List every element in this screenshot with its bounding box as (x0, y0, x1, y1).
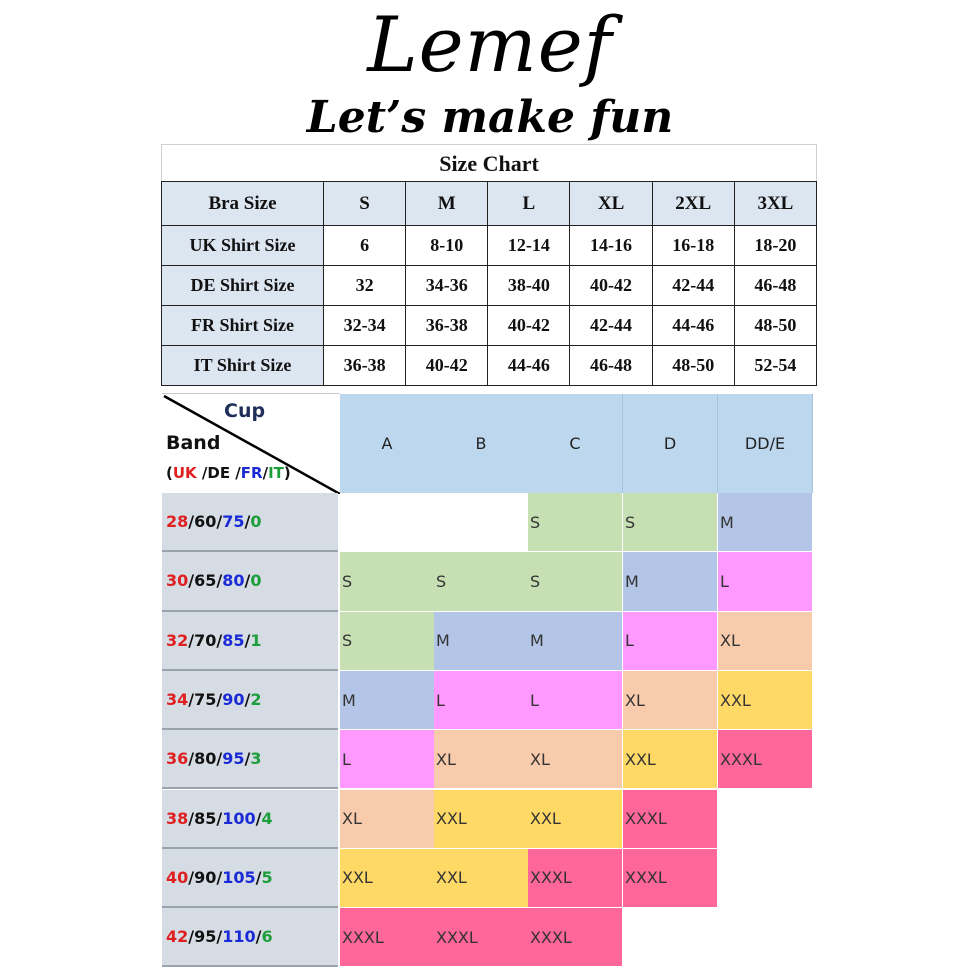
size-value-cell: 44-46 (488, 346, 570, 386)
cup-header: D (623, 394, 718, 493)
size-cell: XL (623, 671, 718, 730)
header-cell-size: XL (570, 182, 652, 226)
row-label-cell: DE Shirt Size (162, 266, 324, 306)
size-cell: S (340, 612, 435, 671)
sys-it: IT (268, 464, 284, 482)
band-it: 0 (250, 512, 262, 532)
band-fr: 110 (222, 927, 256, 947)
size-cell: M (528, 612, 623, 671)
band-de: 95 (194, 927, 217, 947)
band-de: 60 (194, 512, 217, 532)
band-fr: 75 (222, 512, 245, 532)
size-cell: M (340, 671, 435, 730)
size-value-cell: 40-42 (406, 346, 488, 386)
size-cell: XL (718, 612, 813, 671)
size-cell: XXXL (340, 908, 435, 967)
size-value-cell: 42-44 (652, 266, 734, 306)
band-de: 70 (194, 630, 217, 650)
size-value-cell: 34-36 (406, 266, 488, 306)
size-chart-table (161, 181, 817, 386)
size-value-cell: 32-34 (324, 306, 406, 346)
cup-header: C (528, 394, 623, 493)
size-chart-row (162, 346, 817, 386)
size-cell: L (340, 730, 435, 789)
size-cell: S (623, 493, 718, 552)
row-label-cell: IT Shirt Size (162, 346, 324, 386)
band-cell: 28 / 60 / 75 / 0 (162, 493, 338, 552)
size-value-cell: 42-44 (570, 306, 652, 346)
size-cell: L (528, 671, 623, 730)
band-cell: 38 / 85 / 100 / 4 (162, 790, 338, 849)
cup-header: A (340, 394, 435, 493)
cup-header: DD/E (718, 394, 813, 493)
band-cell: 40 / 90 / 105 / 5 (162, 849, 338, 908)
size-chart-header-row (162, 182, 817, 226)
sys-close: ) (283, 464, 291, 482)
size-cell: L (623, 612, 718, 671)
band-cell: 36 / 80 / 95 / 3 (162, 730, 338, 789)
size-value-cell: 46-48 (570, 346, 652, 386)
band-uk: 30 (166, 571, 189, 591)
band-fr: 80 (222, 571, 245, 591)
size-chart-row (162, 226, 817, 266)
size-cell: XXL (623, 730, 718, 789)
size-cell: XXL (434, 849, 529, 908)
grid-corner (162, 393, 340, 493)
size-value-cell: 40-42 (488, 306, 570, 346)
band-fr: 95 (222, 749, 245, 769)
size-cell: XXL (434, 790, 529, 849)
size-value-cell: 32 (324, 266, 406, 306)
size-value-cell: 36-38 (324, 346, 406, 386)
size-value-cell: 48-50 (652, 346, 734, 386)
size-value-cell: 12-14 (488, 226, 570, 266)
size-value-cell: 40-42 (570, 266, 652, 306)
size-cell: XXL (340, 849, 435, 908)
band-uk: 34 (166, 690, 189, 710)
size-cell: S (528, 552, 623, 611)
band-systems-label: (UK /DE /FR/IT) (166, 464, 291, 482)
band-it: 0 (250, 571, 262, 591)
band-cell: 34 / 75 / 90 / 2 (162, 671, 338, 730)
band-uk: 28 (166, 512, 189, 532)
size-chart-title: Size Chart (161, 144, 817, 181)
size-value-cell: 8-10 (406, 226, 488, 266)
size-value-cell: 48-50 (734, 306, 816, 346)
band-fr: 90 (222, 690, 245, 710)
band-de: 80 (194, 749, 217, 769)
band-fr: 105 (222, 867, 256, 887)
size-cell: XL (434, 730, 529, 789)
band-uk: 40 (166, 867, 189, 887)
band-it: 1 (250, 630, 262, 650)
size-chart (161, 144, 817, 386)
size-value-cell: 18-20 (734, 226, 816, 266)
size-cell: S (528, 493, 623, 552)
size-value-cell: 38-40 (488, 266, 570, 306)
band-uk: 38 (166, 808, 189, 828)
size-cell: M (623, 552, 718, 611)
band-it: 6 (261, 927, 273, 947)
band-it: 2 (250, 690, 262, 710)
size-cell: L (434, 671, 529, 730)
band-de: 75 (194, 690, 217, 710)
band-fr: 100 (222, 808, 256, 828)
size-value-cell: 14-16 (570, 226, 652, 266)
cup-label: Cup (224, 400, 266, 422)
header-cell-label: Bra Size (162, 182, 324, 226)
sys-fr: FR (240, 464, 263, 482)
size-cell: XXXL (528, 849, 623, 908)
brand-name: Lemef (367, 0, 613, 89)
size-cell: L (718, 552, 813, 611)
size-cell: XXL (718, 671, 813, 730)
row-label-cell: FR Shirt Size (162, 306, 324, 346)
band-de: 65 (194, 571, 217, 591)
row-label-cell: UK Shirt Size (162, 226, 324, 266)
size-cell: XXL (528, 790, 623, 849)
size-cell: XXXL (718, 730, 813, 789)
header-cell-size: 3XL (734, 182, 816, 226)
header-cell-size: S (324, 182, 406, 226)
size-cell: M (434, 612, 529, 671)
size-chart-row (162, 266, 817, 306)
band-it: 5 (261, 867, 273, 887)
sys-de: DE (207, 464, 231, 482)
band-it: 3 (250, 749, 262, 769)
size-cell: XL (340, 790, 435, 849)
size-cell: XXXL (434, 908, 529, 967)
size-value-cell: 52-54 (734, 346, 816, 386)
band-cell: 32 / 70 / 85 / 1 (162, 612, 338, 671)
band-uk: 42 (166, 927, 189, 947)
size-value-cell: 46-48 (734, 266, 816, 306)
header-cell-size: L (488, 182, 570, 226)
size-value-cell: 6 (324, 226, 406, 266)
sys-open: ( (166, 464, 173, 482)
header-cell-size: 2XL (652, 182, 734, 226)
size-value-cell: 44-46 (652, 306, 734, 346)
size-cell: M (718, 493, 813, 552)
band-it: 4 (261, 808, 273, 828)
band-fr: 85 (222, 630, 245, 650)
sys-uk: UK (172, 464, 197, 482)
size-cell: S (434, 552, 529, 611)
band-uk: 32 (166, 630, 189, 650)
size-cell: XL (528, 730, 623, 789)
band-cell: 42 / 95 / 110 / 6 (162, 908, 338, 967)
size-cell: XXXL (623, 849, 718, 908)
band-uk: 36 (166, 749, 189, 769)
size-chart-row (162, 306, 817, 346)
band-label: Band (166, 432, 221, 454)
size-cell: XXXL (623, 790, 718, 849)
size-cell: S (340, 552, 435, 611)
band-cell: 30 / 65 / 80 / 0 (162, 552, 338, 611)
band-de: 85 (194, 808, 217, 828)
header-cell-size: M (406, 182, 488, 226)
size-value-cell: 36-38 (406, 306, 488, 346)
cup-header: B (434, 394, 529, 493)
size-value-cell: 16-18 (652, 226, 734, 266)
band-de: 90 (194, 867, 217, 887)
brand-slogan: Let’s make fun (306, 92, 674, 143)
size-cell: XXXL (528, 908, 623, 967)
